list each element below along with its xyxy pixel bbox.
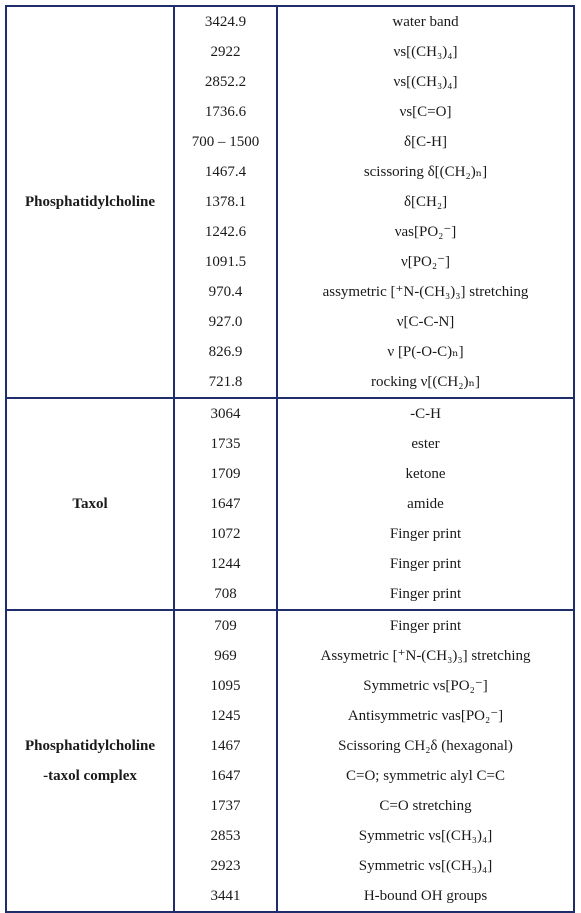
table-row bbox=[175, 761, 573, 791]
table-row bbox=[175, 429, 573, 459]
assignment-cell: ester bbox=[276, 429, 573, 459]
wavenumber-cell: 1647 bbox=[210, 768, 241, 784]
compound-name: Taxol bbox=[7, 399, 175, 609]
assignment-cell: assymetric [⁺N-(CH₃)₃] stretching bbox=[276, 277, 573, 307]
wavenumber-cell: 709 bbox=[214, 618, 237, 634]
table-row bbox=[175, 519, 573, 549]
assignment-cell: ν [P(-O-C)ₙ] bbox=[276, 337, 573, 367]
assignment-cell: scissoring δ[(CH₂)ₙ] bbox=[276, 157, 573, 187]
assignment-cell: amide bbox=[276, 489, 573, 519]
table-row bbox=[175, 7, 573, 37]
table-row bbox=[175, 127, 573, 157]
wavenumber-cell: 2923 bbox=[210, 858, 241, 874]
wavenumber-cell: 721.8 bbox=[208, 374, 243, 390]
table-row bbox=[175, 367, 573, 397]
compound-name: Phosphatidylcholine bbox=[7, 7, 175, 397]
assignment-cell: ketone bbox=[276, 459, 573, 489]
wavenumber-cell: 1736.6 bbox=[204, 104, 247, 120]
table-row bbox=[175, 67, 573, 97]
assignment-cell: rocking ν[(CH₂)ₙ] bbox=[276, 367, 573, 397]
assignment-cell: C=O stretching bbox=[276, 791, 573, 821]
rows bbox=[175, 7, 573, 397]
table-row bbox=[175, 489, 573, 519]
wavenumber-cell: 1242.6 bbox=[204, 224, 247, 240]
wavenumber-cell: 969 bbox=[214, 648, 237, 664]
assignment-cell: -C-H bbox=[276, 399, 573, 429]
wavenumber-cell: 700 – 1500 bbox=[191, 134, 260, 150]
table-row bbox=[175, 97, 573, 127]
wavenumber-cell: 1735 bbox=[210, 436, 241, 452]
table-row bbox=[175, 579, 573, 609]
assignment-cell: δ[CH₂] bbox=[276, 187, 573, 217]
wavenumber-cell: 3441 bbox=[210, 888, 241, 904]
table-row bbox=[175, 277, 573, 307]
wavenumber-cell: 3064 bbox=[210, 406, 241, 422]
table-row bbox=[175, 851, 573, 881]
wavenumber-cell: 927.0 bbox=[208, 314, 243, 330]
table-row bbox=[175, 399, 573, 429]
assignment-cell: ν[C-C-N] bbox=[276, 307, 573, 337]
table-row bbox=[175, 247, 573, 277]
table-row bbox=[175, 611, 573, 641]
group-phosphatidylcholine bbox=[5, 5, 575, 399]
assignment-cell: ν[PO₂⁻] bbox=[276, 247, 573, 277]
wavenumber-cell: 826.9 bbox=[208, 344, 243, 360]
wavenumber-cell: 1737 bbox=[210, 798, 241, 814]
wavenumber-cell: 1072 bbox=[210, 526, 241, 542]
wavenumber-cell: 2853 bbox=[210, 828, 241, 844]
ftir-assignment-table bbox=[5, 5, 575, 913]
assignment-cell: Assymetric [⁺N-(CH₃)₃] stretching bbox=[276, 641, 573, 671]
group-taxol bbox=[5, 397, 575, 611]
table-row bbox=[175, 731, 573, 761]
table-row bbox=[175, 307, 573, 337]
table-row bbox=[175, 459, 573, 489]
wavenumber-cell: 1647 bbox=[210, 496, 241, 512]
wavenumber-cell: 1709 bbox=[210, 466, 241, 482]
assignment-cell: δ[C-H] bbox=[276, 127, 573, 157]
assignment-cell: νs[(CH₃)₄] bbox=[276, 67, 573, 97]
assignment-cell: Finger print bbox=[276, 579, 573, 609]
table-row bbox=[175, 791, 573, 821]
rows bbox=[175, 611, 573, 911]
wavenumber-cell: 708 bbox=[214, 586, 237, 602]
assignment-cell: C=O; symmetric alyl C=C bbox=[276, 761, 573, 791]
group-complex bbox=[5, 609, 575, 913]
table-row bbox=[175, 37, 573, 67]
wavenumber-cell: 2922 bbox=[210, 44, 241, 60]
wavenumber-cell: 1245 bbox=[210, 708, 241, 724]
wavenumber-cell: 1091.5 bbox=[204, 254, 247, 270]
table-row bbox=[175, 701, 573, 731]
table-row bbox=[175, 671, 573, 701]
rows bbox=[175, 399, 573, 609]
wavenumber-cell: 970.4 bbox=[208, 284, 243, 300]
wavenumber-cell: 2852.2 bbox=[204, 74, 247, 90]
assignment-cell: H-bound OH groups bbox=[276, 881, 573, 911]
assignment-cell: Finger print bbox=[276, 519, 573, 549]
wavenumber-cell: 1095 bbox=[210, 678, 241, 694]
assignment-cell: Finger print bbox=[276, 549, 573, 579]
wavenumber-cell: 1244 bbox=[210, 556, 241, 572]
wavenumber-cell: 3424.9 bbox=[204, 14, 247, 30]
table-row bbox=[175, 157, 573, 187]
table-row bbox=[175, 549, 573, 579]
assignment-cell: Finger print bbox=[276, 611, 573, 641]
assignment-cell: water band bbox=[276, 7, 573, 37]
table-row bbox=[175, 881, 573, 911]
assignment-cell: Antisymmetric νas[PO₂⁻] bbox=[276, 701, 573, 731]
wavenumber-cell: 1378.1 bbox=[204, 194, 247, 210]
assignment-cell: Scissoring CH₂δ (hexagonal) bbox=[276, 731, 573, 761]
assignment-cell: νs[(CH₃)₄] bbox=[276, 37, 573, 67]
assignment-cell: Symmetric νs[PO₂⁻] bbox=[276, 671, 573, 701]
table-row bbox=[175, 187, 573, 217]
assignment-cell: Symmetric νs[(CH₃)₄] bbox=[276, 821, 573, 851]
assignment-cell: νs[C=O] bbox=[276, 97, 573, 127]
table-row bbox=[175, 821, 573, 851]
wavenumber-cell: 1467.4 bbox=[204, 164, 247, 180]
table-row bbox=[175, 337, 573, 367]
table-row bbox=[175, 641, 573, 671]
table-row bbox=[175, 217, 573, 247]
assignment-cell: Symmetric νs[(CH₃)₄] bbox=[276, 851, 573, 881]
compound-name: Phosphatidylcholine -taxol complex bbox=[7, 611, 175, 911]
assignment-cell: νas[PO₂⁻] bbox=[276, 217, 573, 247]
wavenumber-cell: 1467 bbox=[210, 738, 241, 754]
